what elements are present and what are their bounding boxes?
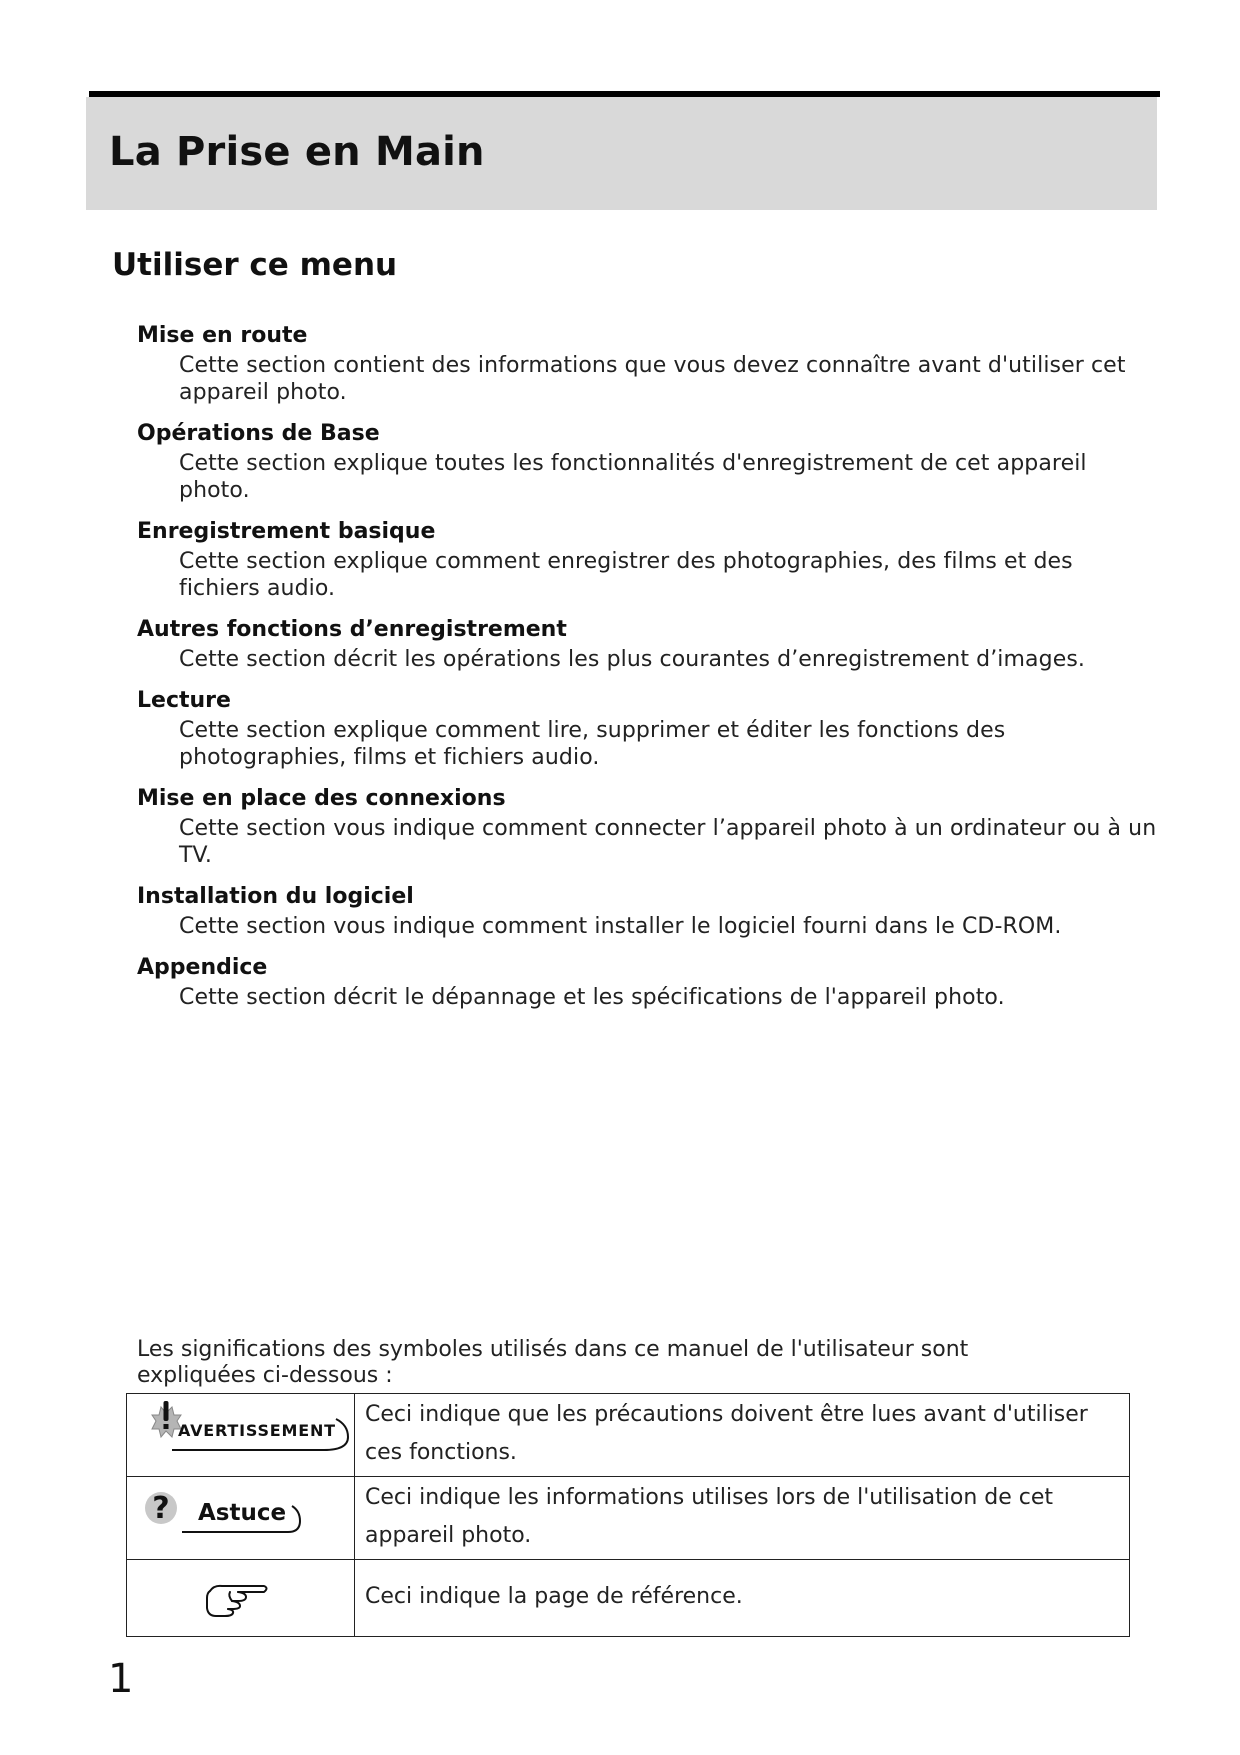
menu-entry xyxy=(137,616,1157,673)
legend-description: Ceci indique que les précautions doivent être lues avant d'utiliser ces fonctions. xyxy=(355,1394,1130,1477)
entry-description: Cette section vous indique comment installer le logiciel fourni dans le CD-ROM. xyxy=(179,914,1062,939)
entry-title: Mise en place des connexions xyxy=(137,786,506,811)
legend-symbol-cell xyxy=(127,1477,355,1560)
entry-title: Enregistrement basique xyxy=(137,519,436,544)
menu-entry xyxy=(137,954,1157,1011)
entry-description: Cette section décrit le dépannage et les spécifications de l'appareil photo. xyxy=(179,985,1005,1010)
legend-row-warning xyxy=(127,1394,1130,1477)
entry-title: Mise en route xyxy=(137,323,308,348)
svg-text:?: ? xyxy=(152,1491,170,1526)
symbol-legend-table xyxy=(126,1393,1130,1637)
entry-description: Cette section vous indique comment connecter l’appareil photo à un ordinateur ou à un TV. xyxy=(179,816,1157,868)
title-band xyxy=(86,97,1157,210)
warning-label: AVERTISSEMENT xyxy=(178,1421,336,1440)
menu-entry xyxy=(137,883,1157,940)
legend-description: Ceci indique les informations utilises lors de l'utilisation de cet appareil photo. xyxy=(355,1477,1130,1560)
tip-label: Astuce xyxy=(198,1500,287,1526)
menu-entry xyxy=(137,785,1157,869)
entry-title: Appendice xyxy=(137,955,268,980)
legend-row-tip xyxy=(127,1477,1130,1560)
page-number: 1 xyxy=(108,1656,134,1702)
entry-title: Autres fonctions d’enregistrement xyxy=(137,617,567,642)
entry-description: Cette section explique comment enregistrer des photographies, des films et des fichiers audio. xyxy=(179,549,1073,601)
entry-description: Cette section décrit les opérations les plus courantes d’enregistrement d’images. xyxy=(179,647,1085,672)
page-title: La Prise en Main xyxy=(109,129,485,175)
legend-row-reference xyxy=(127,1560,1130,1637)
entry-description: Cette section explique toutes les fonctionnalités d'enregistrement de cet appareil photo. xyxy=(179,451,1087,503)
section-heading: Utiliser ce menu xyxy=(112,247,398,283)
entry-title: Lecture xyxy=(137,688,231,713)
legend-symbol-cell xyxy=(127,1394,355,1477)
entry-description: Cette section explique comment lire, supprimer et éditer les fonctions des photographies, films et fichiers audio. xyxy=(179,718,1006,770)
menu-entry xyxy=(137,518,1157,602)
pointing-hand-icon xyxy=(128,1561,353,1631)
legend-description: Ceci indique la page de référence. xyxy=(355,1560,1130,1637)
menu-entry xyxy=(137,322,1157,406)
legend-intro: Les significations des symboles utilisés dans ce manuel de l'utilisateur sont expliquées ci-dessous : xyxy=(137,1337,969,1388)
entry-description: Cette section contient des informations que vous devez connaître avant d'utiliser cet appareil photo. xyxy=(179,353,1126,405)
menu-entries xyxy=(137,322,1157,1025)
entry-title: Installation du logiciel xyxy=(137,884,414,909)
menu-entry xyxy=(137,687,1157,771)
menu-entry xyxy=(137,420,1157,504)
legend-symbol-cell xyxy=(127,1560,355,1637)
entry-title: Opérations de Base xyxy=(137,421,380,446)
